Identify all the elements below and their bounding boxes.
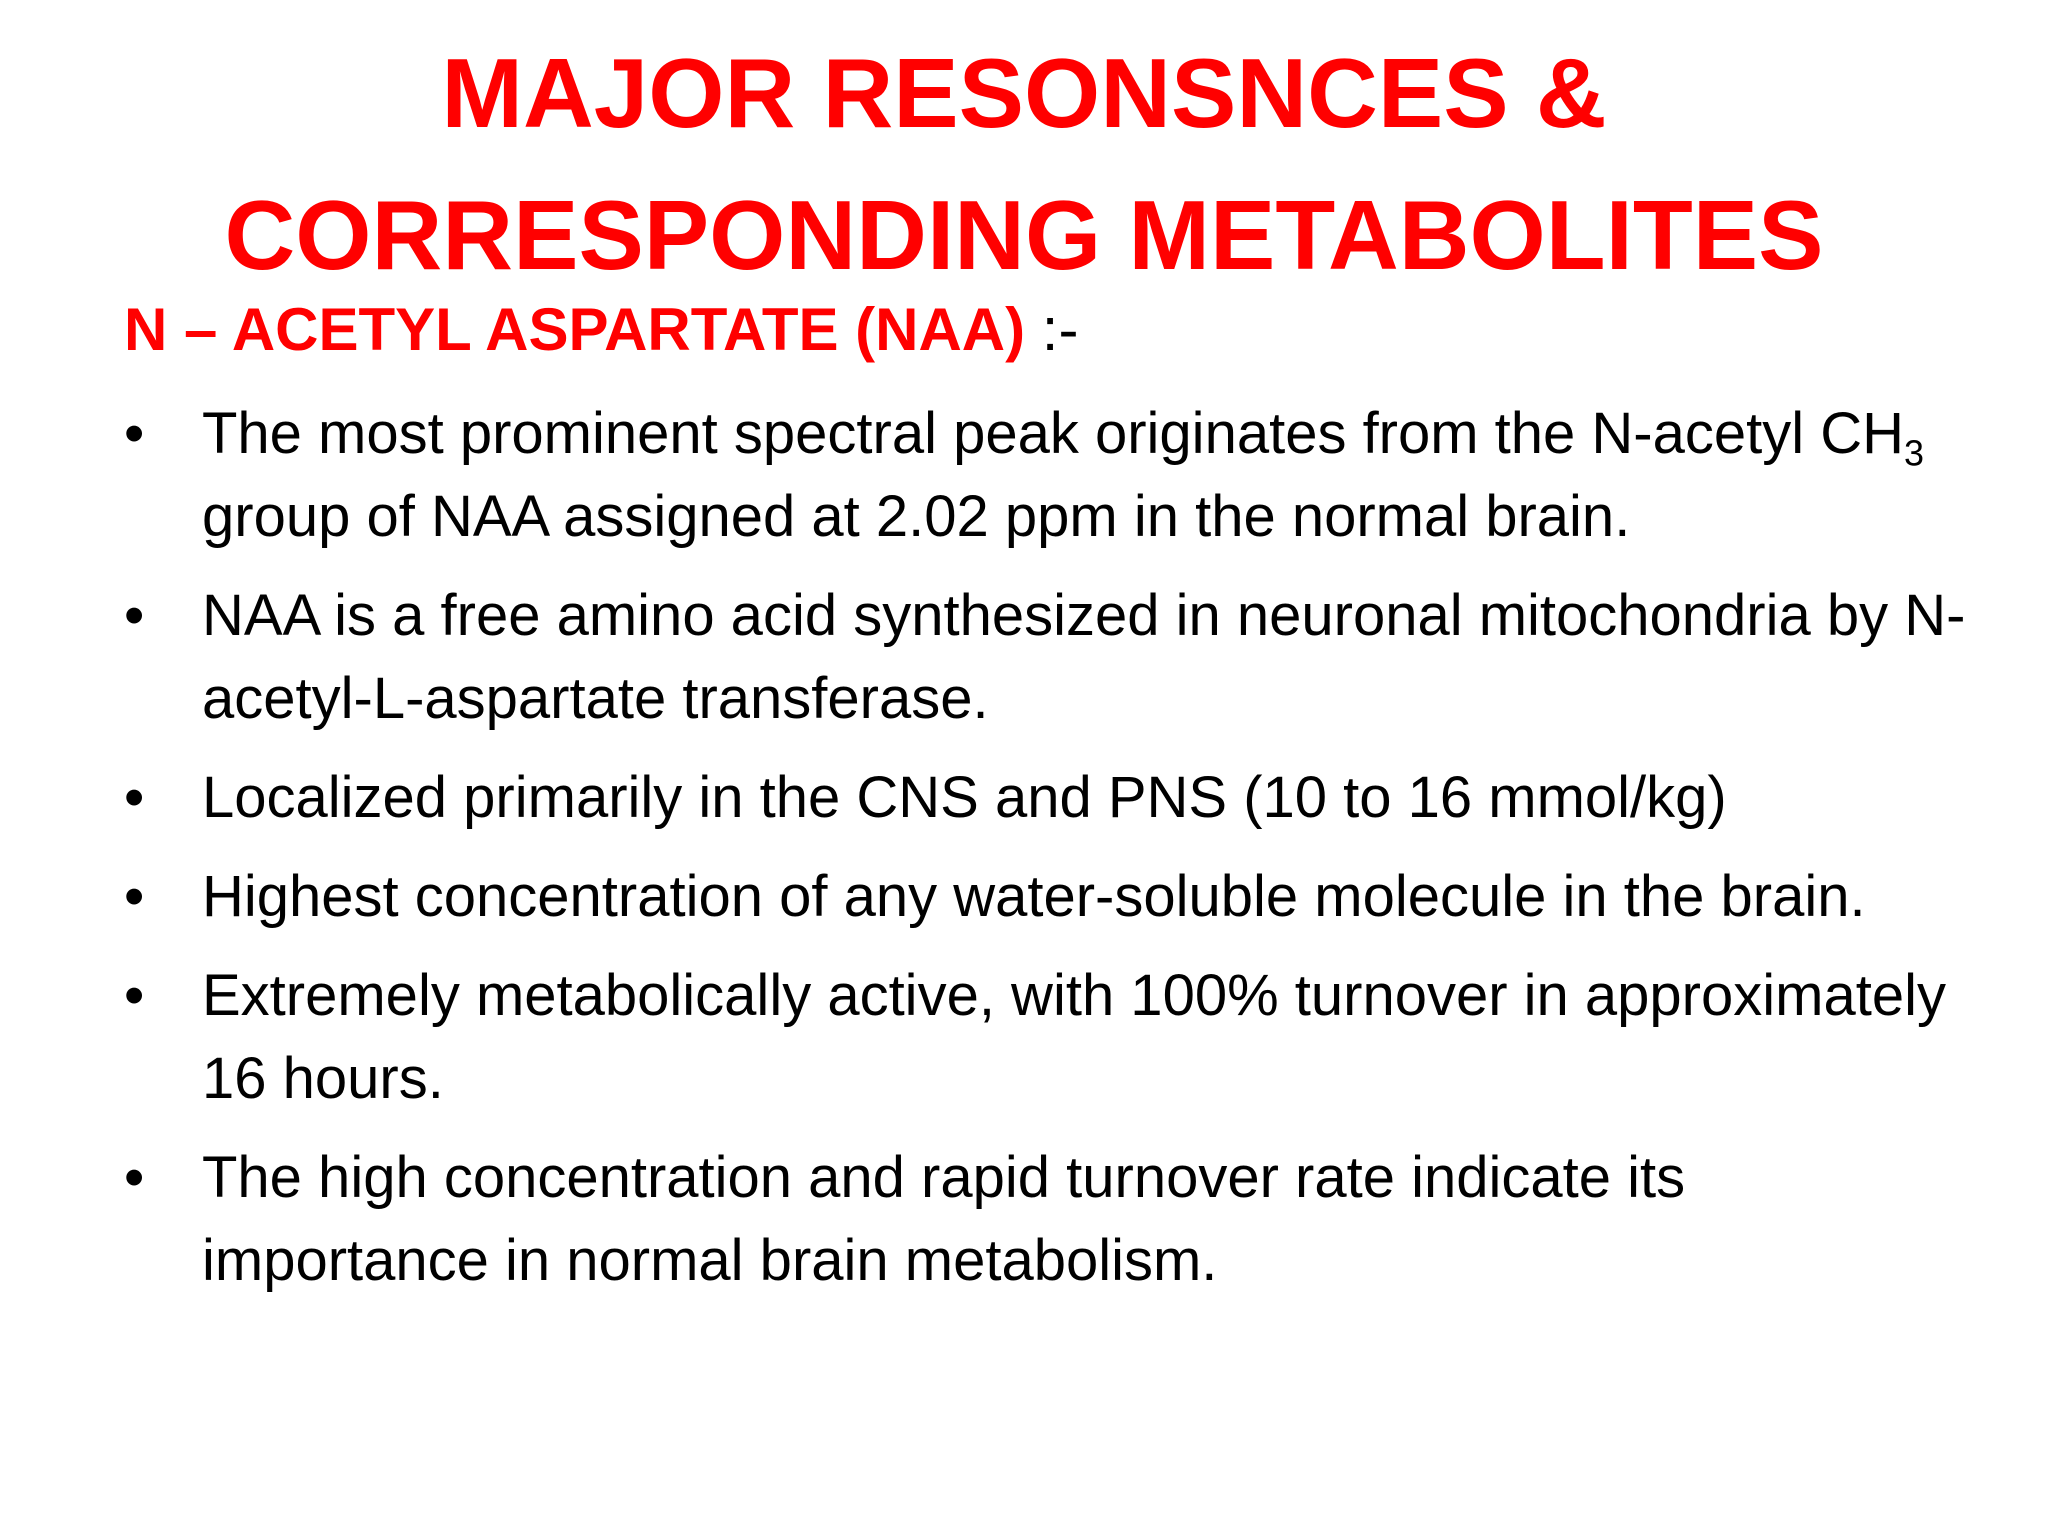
bullet-list — [124, 392, 1984, 1318]
bullet-dot-icon: • — [124, 583, 145, 648]
bullet-dot-icon: • — [124, 1145, 145, 1210]
slide-title — [0, 22, 2048, 306]
bullet-text: Extremely metabolically active, with 100% turnover in approximately 16 hours. — [202, 963, 1946, 1111]
bullet-item — [124, 855, 1984, 938]
bullet-item — [124, 392, 1984, 558]
section-heading — [124, 290, 1078, 370]
bullet-item — [124, 756, 1984, 839]
bullet-dot-icon: • — [124, 963, 145, 1028]
section-heading-suffix: :- — [1025, 296, 1079, 363]
slide-title-line-2: CORRESPONDING METABOLITES — [224, 180, 1824, 290]
bullet-text: Localized primarily in the CNS and PNS (10 to 16 mmol/kg) — [202, 765, 1727, 830]
section-heading-label: N – ACETYL ASPARTATE (NAA) — [124, 296, 1026, 363]
bullet-text: Highest concentration of any water-soluble molecule in the brain. — [202, 864, 1866, 929]
bullet-dot-icon: • — [124, 401, 145, 466]
slide-title-line-1: MAJOR RESONSNCES & — [441, 38, 1607, 148]
bullet-text-pre: The most prominent spectral peak originates from the N-acetyl CH — [202, 401, 1905, 466]
bullet-text: NAA is a free amino acid synthesized in neuronal mitochondria by N-acetyl-L-aspartate transferase. — [202, 583, 1966, 731]
bullet-item — [124, 954, 1984, 1120]
bullet-dot-icon: • — [124, 864, 145, 929]
bullet-item — [124, 1136, 1984, 1302]
bullet-text — [202, 392, 1984, 558]
bullet-dot-icon: • — [124, 765, 145, 830]
bullet-text: The high concentration and rapid turnover rate indicate its importance in normal brain metabolism. — [202, 1145, 1686, 1293]
bullet-item — [124, 574, 1984, 740]
bullet-text-post: group of NAA assigned at 2.02 ppm in the normal brain. — [202, 484, 1631, 549]
subscript-3: 3 — [1904, 432, 1925, 474]
